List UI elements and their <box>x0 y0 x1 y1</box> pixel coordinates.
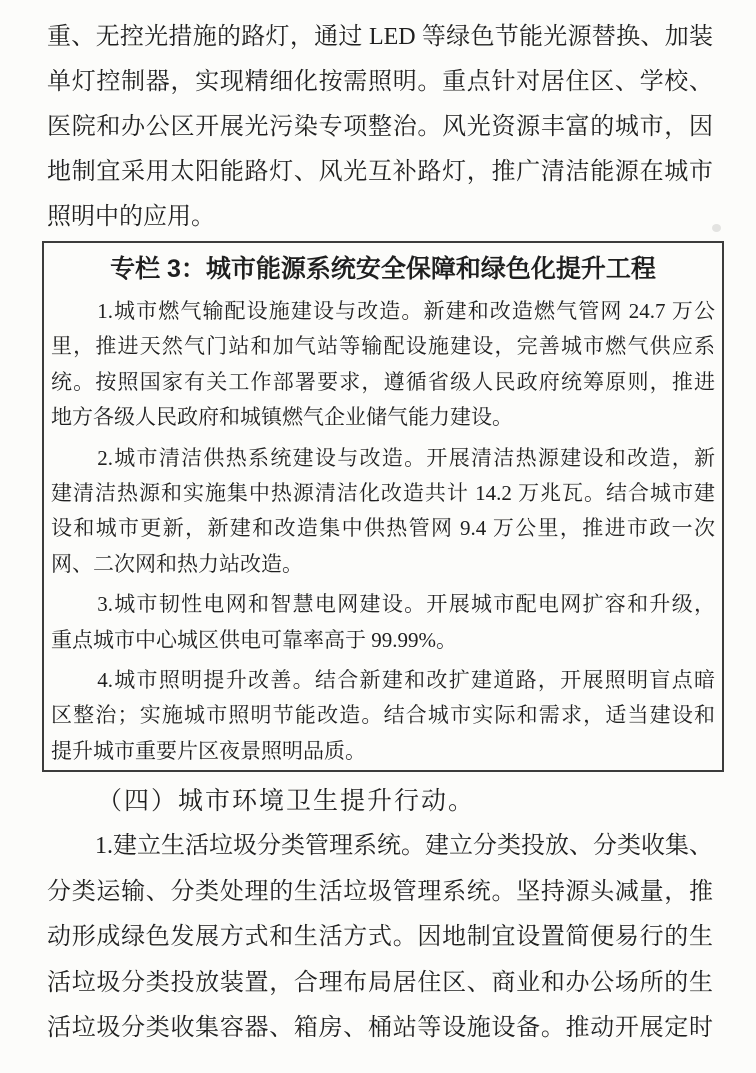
box-paragraph-4 <box>51 663 715 769</box>
box-title: 专栏 3：城市能源系统安全保障和绿色化提升工程 <box>110 255 656 283</box>
text-line: 网、二次网和热力站改造。 <box>51 551 303 576</box>
text-line: 建清洁热源和实施集中热源清洁化改造共计 14.2 万兆瓦。结合城市建 <box>51 481 715 506</box>
text-line: 1.城市燃气输配设施建设与改造。新建和改造燃气管网 24.7 万公 <box>97 299 715 323</box>
text-line: 重、无控光措施的路灯，通过 LED 等绿色节能光源替换、加装 <box>47 24 713 50</box>
text-line: 地方各级人民政府和城镇燃气企业储气能力建设。 <box>51 405 513 430</box>
text-line: 医院和办公区开展光污染专项整治。风光资源丰富的城市，因 <box>47 114 713 140</box>
text-line: 1.建立生活垃圾分类管理系统。建立分类投放、分类收集、 <box>95 833 713 859</box>
text-line: 活垃圾分类投放装置，合理布局居住区、商业和办公场所的生 <box>47 969 713 996</box>
section-heading: （四）城市环境卫生提升行动。 <box>97 788 476 815</box>
text-line: 统。按照国家有关工作部署要求，遵循省级人民政府统筹原则，推进 <box>51 369 715 394</box>
box-paragraph-3 <box>51 587 715 658</box>
text-line: 3.城市韧性电网和智慧电网建设。开展城市配电网扩容和升级， <box>97 592 715 617</box>
text-line: 照明中的应用。 <box>47 204 215 230</box>
scan-artifact <box>712 224 721 232</box>
text-line: 重点城市中心城区供电可靠率高于 99.99%。 <box>51 627 457 652</box>
text-line: 单灯控制器，实现精细化按需照明。重点针对居住区、学校、 <box>47 69 713 95</box>
box-paragraph-1 <box>51 294 715 436</box>
text-line: 动形成绿色发展方式和生活方式。因地制宜设置简便易行的生 <box>47 924 713 950</box>
paragraph-continuation <box>47 15 713 240</box>
text-line: 提升城市重要片区夜景照明品质。 <box>51 738 366 763</box>
text-line: 设和城市更新，新建和改造集中供热管网 9.4 万公里，推进市政一次 <box>51 516 715 541</box>
feature-box-column-3 <box>42 241 724 772</box>
text-line: 地制宜采用太阳能路灯、风光互补路灯，推广清洁能源在城市 <box>47 159 713 185</box>
text-line: 2.城市清洁供热系统建设与改造。开展清洁热源建设和改造，新 <box>97 445 715 470</box>
section-block <box>47 779 713 1052</box>
text-line: 4.城市照明提升改善。结合新建和改扩建道路，开展照明盲点暗 <box>97 668 715 693</box>
text-line: 活垃圾分类收集容器、箱房、桶站等设施设备。推动开展定时 <box>47 1015 713 1041</box>
box-paragraph-2 <box>51 441 715 583</box>
text-line: 区整治；实施城市照明节能改造。结合城市实际和需求，适当建设和 <box>51 703 715 728</box>
text-line: 里，推进天然气门站和加气站等输配设施建设，完善城市燃气供应系 <box>51 334 715 359</box>
text-line: 分类运输、分类处理的生活垃圾管理系统。坚持源头减量，推 <box>47 878 713 905</box>
